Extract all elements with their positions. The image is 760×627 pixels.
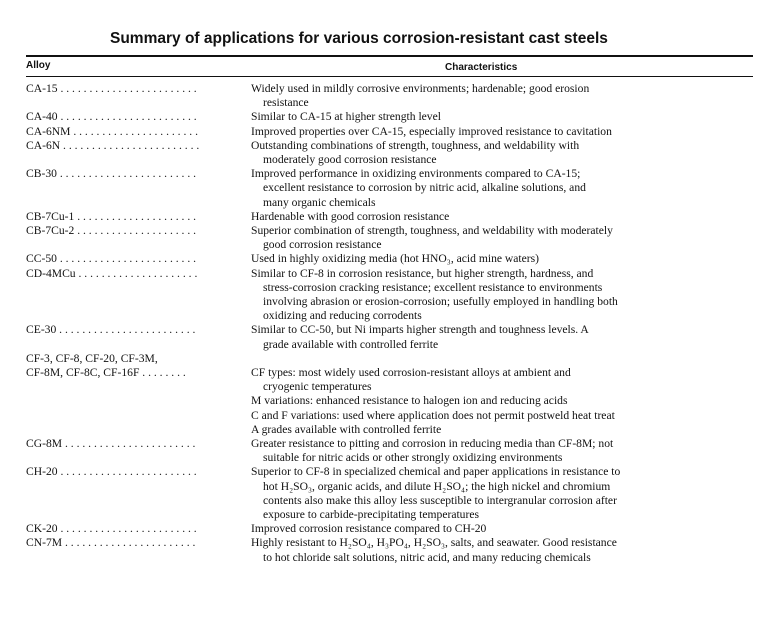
characteristics-line: stress-corrosion cracking resistance; excellent resistance to environments (263, 280, 603, 294)
characteristics-line: suitable for nitric acids or other strongly oxidizing environments (263, 451, 563, 465)
characteristics-line: Similar to CF-8 in corrosion resistance, but higher strength, hardness, and (251, 266, 594, 280)
characteristics-line: to hot chloride salt solutions, nitric acid, and many reducing chemicals (263, 550, 591, 564)
characteristics-line: Superior combination of strength, toughness, and weldability with moderately (251, 224, 613, 237)
alloy-name: CH-20 . . . . . . . . . . . . . . . . . . . . . . . . (26, 465, 197, 479)
characteristics-line: Superior to CF-8 in specialized chemical and paper applications in resistance to (251, 465, 621, 479)
alloy-name: CA-40 . . . . . . . . . . . . . . . . . . . . . . . . (26, 110, 197, 124)
characteristics-line: exposure to carbide-precipitating temperatures (263, 508, 480, 521)
characteristics-line: many organic chemicals (263, 195, 376, 209)
alloy-name: CA-6NM . . . . . . . . . . . . . . . . . . . . . . (26, 124, 198, 138)
characteristics-line: hot H₂SO₃, organic acids, and dilute H₂SO₄; the high nickel and chromium (263, 479, 611, 493)
characteristics-line: Greater resistance to pitting and corrosion in reducing media than CF-8M; not (251, 437, 614, 450)
characteristics-line: Improved properties over CA-15, especially improved resistance to cavitation (251, 124, 612, 138)
alloy-name: CA-15 . . . . . . . . . . . . . . . . . . . . . . . . (26, 82, 197, 95)
characteristics-line: resistance (263, 96, 309, 110)
characteristics-line: Widely used in mildly corrosive environments; hardenable; good erosion (251, 82, 590, 95)
characteristics-line: Similar to CC-50, but Ni imparts higher strength and toughness levels. A (251, 323, 589, 337)
characteristics-line: Improved corrosion resistance compared to CH-20 (251, 522, 487, 536)
alloy-name: CB-30 . . . . . . . . . . . . . . . . . . . . . . . . (26, 167, 197, 181)
characteristics-line: A grades available with controlled ferrite (251, 422, 442, 436)
column-header-alloy: Alloy (26, 60, 51, 71)
characteristics-line: Highly resistant to H₂SO₄, H₃PO₄, H₂SO₃, salts, and seawater. Good resistance (251, 536, 617, 550)
characteristics-line: Improved performance in oxidizing environments compared to CA-15; (251, 167, 581, 181)
characteristics-line: oxidizing and reducing corrodents (263, 309, 422, 323)
characteristics-line: moderately good corrosion resistance (263, 153, 437, 166)
characteristics-line: Hardenable with good corrosion resistance (251, 209, 450, 223)
characteristics-line: M variations: enhanced resistance to halogen ion and reducing acids (251, 394, 568, 408)
characteristics-line: contents also make this alloy less susceptible to intergranular corrosion after (263, 493, 617, 507)
characteristics-line: C and F variations: used where application does not permit postweld heat treat (251, 408, 615, 422)
characteristics-line: Outstanding combinations of strength, toughness, and weldability with (251, 138, 580, 152)
characteristics-line: involving abrasion or erosion-corrosion; usefully employed in handling both (263, 295, 618, 308)
alloy-name: CA-6N . . . . . . . . . . . . . . . . . . . . . . . . (26, 138, 200, 152)
alloy-name: CK-20 . . . . . . . . . . . . . . . . . . . . . . . . (26, 522, 197, 536)
characteristics-line: Similar to CA-15 at higher strength level (251, 110, 441, 124)
characteristics-line: CF types: most widely used corrosion-resistant alloys at ambient and (251, 366, 571, 379)
alloy-name: CF-8M, CF-8C, CF-16F . . . . . . . . (26, 366, 186, 379)
column-header-characteristics: Characteristics (445, 62, 518, 73)
alloy-name: CC-50 . . . . . . . . . . . . . . . . . . . . . . . . (26, 252, 197, 266)
alloy-name: CF-3, CF-8, CF-20, CF-3M, (26, 351, 158, 365)
alloy-name: CB-7Cu-2 . . . . . . . . . . . . . . . . . . . . . (26, 224, 197, 237)
characteristics-line: cryogenic temperatures (263, 380, 372, 394)
characteristics-line: Used in highly oxidizing media (hot HNO₃, acid mine waters) (251, 252, 540, 266)
alloy-name: CD-4MCu . . . . . . . . . . . . . . . . . . . . . (26, 266, 198, 280)
alloy-name: CN-7M . . . . . . . . . . . . . . . . . . . . . . . (26, 536, 196, 550)
characteristics-line: excellent resistance to corrosion by nitric acid, alkaline solutions, and (263, 181, 586, 195)
table-title: Summary of applications for various corrosion-resistant cast steels (110, 30, 608, 47)
alloy-name: CG-8M . . . . . . . . . . . . . . . . . . . . . . . (26, 437, 196, 450)
characteristics-line: good corrosion resistance (263, 238, 382, 252)
alloy-name: CE-30 . . . . . . . . . . . . . . . . . . . . . . . . (26, 323, 196, 337)
alloy-name: CB-7Cu-1 . . . . . . . . . . . . . . . . . . . . . (26, 209, 197, 223)
characteristics-line: grade available with controlled ferrite (263, 337, 439, 351)
